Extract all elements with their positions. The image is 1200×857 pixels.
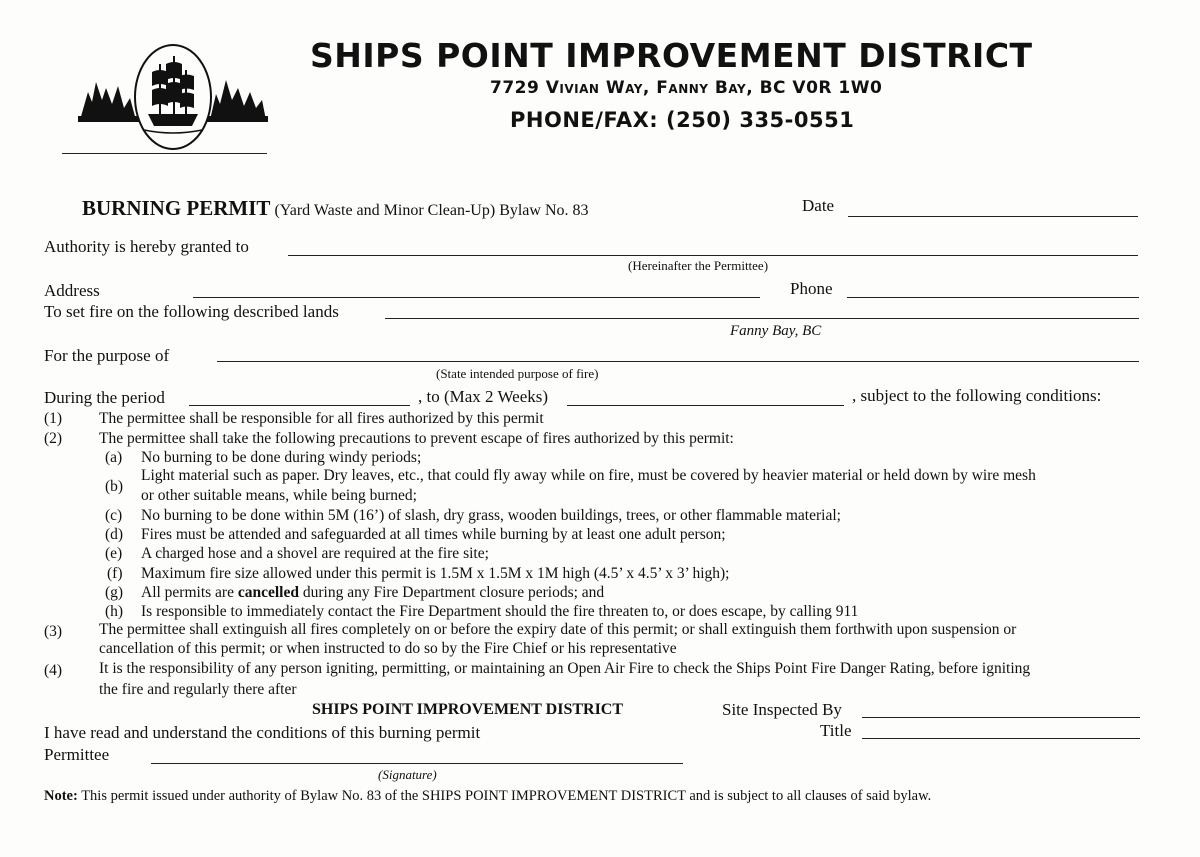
period-start-field[interactable] bbox=[189, 405, 410, 406]
condition-number: (1) bbox=[44, 410, 63, 427]
condition-3-line2: cancellation of this permit; or when instructed to do so by the Fire Chief or his representative bbox=[99, 640, 677, 657]
condition-2: The permittee shall take the following precautions to prevent escape of fires authorized by this permit: bbox=[99, 430, 734, 447]
address-label: Address bbox=[44, 281, 100, 300]
lands-label: To set fire on the following described lands bbox=[44, 302, 339, 321]
condition-4-line2: the fire and regularly there after bbox=[99, 681, 297, 698]
precaution-h: Is responsible to immediately contact the Fire Department should the fire threaten to, or does escape, by calling 911 bbox=[141, 603, 859, 620]
site-inspected-label: Site Inspected By bbox=[722, 700, 842, 719]
sub-number: (b) bbox=[105, 478, 124, 495]
precaution-d: Fires must be attended and safeguarded at all times while burning by at least one adult person; bbox=[141, 526, 726, 543]
sub-number: (c) bbox=[105, 507, 123, 524]
precaution-e: A charged hose and a shovel are required at the fire site; bbox=[141, 545, 489, 562]
precaution-g-bold: cancelled bbox=[237, 584, 299, 601]
district-title: SHIPS POINT IMPROVEMENT DISTRICT bbox=[310, 36, 1033, 75]
site-inspected-field[interactable] bbox=[862, 717, 1140, 718]
condition-1: The permittee shall be responsible for all fires authorized by this permit bbox=[99, 410, 544, 427]
sub-number: (h) bbox=[105, 603, 124, 620]
precaution-c: No burning to be done within 5M (16’) of slash, dry grass, wooden buildings, trees, or other flammable material; bbox=[141, 507, 841, 524]
phone-field[interactable] bbox=[847, 297, 1139, 298]
precaution-b-line2: or other suitable means, while being burned; bbox=[141, 487, 417, 504]
address-field[interactable] bbox=[193, 297, 760, 298]
permittee-label: Permittee bbox=[44, 745, 110, 764]
precaution-g-post: during any Fire Department closure periods; and bbox=[298, 584, 605, 601]
condition-4-line1: It is the responsibility of any person igniting, permitting, or maintaining an Open Air Fire to check the Ships Point Fire Danger Rating, before igniting bbox=[99, 660, 1031, 677]
signature-note: (Signature) bbox=[378, 767, 437, 782]
sub-number: (g) bbox=[105, 584, 124, 601]
sub-number: (d) bbox=[105, 526, 124, 543]
precaution-g-pre: All permits are bbox=[141, 584, 238, 601]
sub-number: (f) bbox=[107, 565, 123, 582]
date-label: Date bbox=[802, 196, 835, 215]
district-phone: PHONE/FAX: (250) 335-0551 bbox=[510, 108, 855, 132]
purpose-note: (State intended purpose of fire) bbox=[436, 366, 599, 381]
precaution-b-line1: Light material such as paper. Dry leaves, etc., that could fly away while on fire, must be covered by heavier material or held down by wire mesh bbox=[141, 467, 1036, 484]
permit-title: BURNING PERMIT bbox=[82, 196, 271, 220]
authority-label: Authority is hereby granted to bbox=[44, 237, 249, 256]
condition-number: (3) bbox=[44, 623, 63, 640]
subject-label: , subject to the following conditions: bbox=[852, 386, 1102, 405]
precaution-f: Maximum fire size allowed under this permit is 1.5M x 1.5M x 1M high (4.5’ x 4.5’ x 3’ high); bbox=[141, 565, 730, 582]
lands-field[interactable] bbox=[385, 318, 1139, 319]
date-field[interactable] bbox=[848, 216, 1138, 217]
permit-subtitle: (Yard Waste and Minor Clean-Up) Bylaw No. 83 bbox=[274, 202, 589, 219]
note-text: This permit issued under authority of Bylaw No. 83 of the SHIPS POINT IMPROVEMENT DISTRICT and is subject to all clauses of said bylaw. bbox=[77, 788, 932, 804]
period-end-field[interactable] bbox=[567, 405, 844, 406]
period-to-label: , to (Max 2 Weeks) bbox=[418, 387, 549, 406]
sub-number: (a) bbox=[105, 449, 123, 466]
note-label: Note: bbox=[44, 788, 78, 804]
precaution-g bbox=[141, 584, 604, 602]
purpose-label: For the purpose of bbox=[44, 346, 170, 365]
purpose-field[interactable] bbox=[217, 361, 1139, 362]
footer-district: SHIPS POINT IMPROVEMENT DISTRICT bbox=[312, 701, 624, 718]
sub-number: (e) bbox=[105, 545, 123, 562]
permittee-name-field[interactable] bbox=[288, 255, 1138, 256]
location-text: Fanny Bay, BC bbox=[730, 323, 822, 339]
condition-number: (4) bbox=[44, 662, 63, 679]
condition-number: (2) bbox=[44, 430, 63, 447]
period-label: During the period bbox=[44, 388, 165, 407]
title-field[interactable] bbox=[862, 738, 1140, 739]
read-statement: I have read and understand the conditions of this burning permit bbox=[44, 723, 481, 742]
footer-note bbox=[44, 788, 931, 805]
signature-field[interactable] bbox=[151, 763, 683, 764]
precaution-a: No burning to be done during windy periods; bbox=[141, 449, 422, 466]
district-address: 7729 Vivian Way, Fanny Bay, BC V0R 1W0 bbox=[490, 78, 883, 98]
phone-label: Phone bbox=[790, 279, 833, 298]
condition-3-line1: The permittee shall extinguish all fires completely on or before the expiry date of this permit; or shall extinguish them forthwith upon suspension or bbox=[99, 621, 1017, 638]
permittee-note: (Hereinafter the Permittee) bbox=[628, 258, 769, 273]
logo-underline bbox=[62, 153, 267, 154]
title-label: Title bbox=[820, 721, 852, 740]
permit-heading bbox=[82, 196, 589, 221]
district-logo bbox=[78, 42, 268, 157]
